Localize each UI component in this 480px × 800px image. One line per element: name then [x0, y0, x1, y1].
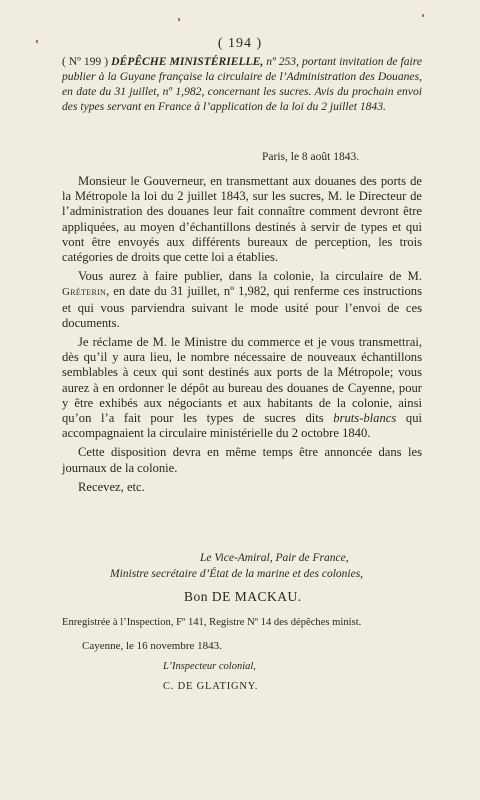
- paper-speck: [36, 40, 38, 43]
- paragraph-4: Cette disposition devra en même temps être annoncée dans les journaux de la colonie.: [62, 445, 422, 475]
- page-number: ( 194 ): [217, 36, 263, 51]
- dateline: Paris, le 8 août 1843.: [262, 151, 360, 163]
- dispatch-number: nº 253,: [266, 55, 299, 68]
- cayenne-date: Cayenne, le 16 novembre 1843.: [82, 640, 222, 652]
- signature-name: Bon DE MACKAU.: [184, 589, 302, 604]
- inspector-title: L’Inspecteur colonial,: [163, 661, 256, 672]
- paragraph-2-name: Gréterin: [62, 286, 107, 299]
- paragraph-2-start: Vous aurez à faire publier, dans la colonie, la circulaire de M.: [78, 269, 422, 284]
- paragraph-3: [62, 335, 422, 441]
- signature-rank: Le Vice-Amiral, Pair de France,: [200, 552, 349, 564]
- paragraph-3-italic: bruts-blancs: [333, 411, 397, 426]
- inspector-name: C. DE GLATIGNY.: [163, 681, 259, 692]
- dispatch-title: DÉPÊCHE MINISTÉRIELLE,: [111, 55, 264, 68]
- paragraph-2: [62, 269, 422, 331]
- dispatch-reference: ( Nº 199 ): [62, 55, 109, 68]
- paragraph-1: Monsieur le Gouverneur, en transmettant aux douanes des ports de la Métropole la loi du 2 juillet 1843, sur les sucres, M. le Directeur de l’administration des douanes leur fait connaître comment devront être appliquées, au moyen d’échantillons destinés à servir de types et qui vont être envoyés aux différents bureaux de perception, les trois catégories de droits que cette loi a établies.: [62, 174, 422, 265]
- paragraph-5: Recevez, etc.: [78, 479, 145, 494]
- paragraph-2-end: , en date du 31 juillet, nº 1,982, qui renferme ces instructions et qui vous parviendra suivant le mode usité pour l’envoi de ces documents.: [62, 284, 422, 330]
- letter-body: [62, 174, 422, 499]
- dispatch-summary: portant invitation de faire publier à la Guyane française la circulaire de l’Administration des Douanes, en date du 31 juillet, nº 1,982, concernant les sucres. Avis du prochain envoi des types servant en France à l’application de la loi du 2 juillet 1843.: [62, 55, 423, 113]
- paper-speck: [422, 14, 424, 17]
- signature-office: Ministre secrétaire d’État de la marine et des colonies,: [110, 568, 364, 580]
- registration-note: Enregistrée à l’Inspection, Fº 141, Registre Nº 14 des dépêches minist.: [62, 617, 362, 628]
- dispatch-header: [62, 54, 422, 114]
- paper-speck: [178, 18, 180, 21]
- paragraph-3-end: qui accompagnaient la circulaire ministérielle du 2 octobre 1840.: [62, 411, 422, 441]
- paragraph-3-start: Je réclame de M. le Ministre du commerce et je vous transmettrai, dès qu’il y aura lieu, le nombre nécessaire de nouveaux échantillons semblables à ceux qui sont destinés aux ports de la Métropole; vous aurez à en ordonner le dépôt au bureau des douanes de Cayenne, pour y être exhibés aux négociants et aux habitants de la colonie, ainsi qu’on l’a fait pour les types de sucres dits: [62, 335, 422, 426]
